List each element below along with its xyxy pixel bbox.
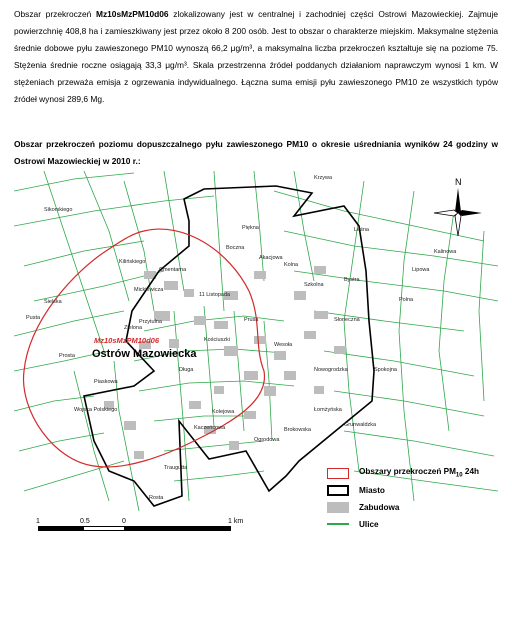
street-label: Kilińskiego [119,259,146,265]
street-label: Wesoła [274,342,293,348]
street-label: Sielska [44,299,62,305]
street-label: Piękna [242,225,259,231]
street-label: Grunwaldzka [344,422,377,428]
legend-swatch [327,523,349,525]
street-label: Piaskowa [94,379,118,385]
scale-label: 1 [36,518,40,525]
street-label: Traugutta [164,465,188,471]
street-label: Nowogrodzka [314,367,348,373]
street-label: Słoneczna [334,317,360,323]
street-label: Prusa [244,317,259,323]
street-label: Ogrodowa [254,437,280,443]
legend-item-buildings [327,500,399,514]
street-label: Lipowa [412,267,430,273]
area-code-label: Mz10sMzPM10d06 [94,336,160,345]
street-label: Polna [399,297,414,303]
street-label: Wojska Polskiego [74,407,118,413]
street-label: Szkolna [304,282,324,288]
street-label: Mickiewicza [134,287,164,293]
para-text-start: Obszar przekroczeń [14,9,96,19]
legend-swatch [327,485,349,496]
street-label: Kolejowa [212,409,235,415]
scale-label: 1 km [228,518,244,525]
legend-swatch [327,468,349,479]
street-label: Długa [179,367,194,373]
street-label: Cmentarna [159,267,187,273]
legend-label: Miasto [359,485,385,495]
legend-label: Ulice [359,519,379,529]
street-label: Przytulna [139,319,162,325]
street-label: Spokojna [374,367,397,373]
legend-suffix: 24h [462,467,479,477]
scale-label: 0 [122,518,126,525]
north-label: N [455,177,462,187]
legend-item-streets [327,517,379,531]
para-text-rest: zlokalizowany jest w centralnej i zachodniej części Ostrowi Mazowieckiej. Zajmuje powierzchnię 408,8 ha i zamieszkiwany jest przez około 8 200 osób. Jest to obszar o charakterze miejskim. Maksymalne stężenia średnie dobowe pyłu zawieszonego PM10 wynoszą 66,2 μg/m³, a maksymalna liczba przekroczeń kształtuje się na poziome 75. Stężenia średnie roczne osiągają 33,3 μg/m³. Skala przestrzenna źródeł poddanych działaniom naprawczym wynosi 1 km. W stężeniach przeważa emisja z ogrzewania indywidualnego. Łączna suma emisji pyłu zawieszonego PM10 ze wszystkich typów źródeł wynosi 289,6 Mg. [14,9,498,104]
legend-item-exceedance [327,466,479,480]
street-label: Kościuszki [204,337,230,343]
street-label: Krzywa [314,175,333,181]
legend-sub: 10 [455,472,463,479]
map-heading: Obszar przekroczeń poziomu dopuszczalnego pyłu zawieszonego PM10 o okresie uśredniania wyników 24 godziny w Ostrowi Mazowieckiej w 2010 r.: [14,139,498,166]
street-label: Leśna [354,227,369,233]
legend-item-city [327,483,385,497]
scale-label: 0.5 [80,518,90,525]
legend-label: Zabudowa [359,502,400,512]
scale-segment [83,526,125,531]
scale-bar [36,518,246,546]
street-label: Bystra [344,277,360,283]
street-label: Akacjowa [259,255,283,261]
street-label: Pusta [26,315,41,321]
area-code: Mz10sMzPM10d06 [95,9,169,19]
street-label: Rosta [149,495,164,501]
north-arrow-icon [432,176,484,238]
street-label: Kaczeńcowa [194,425,226,431]
street-label: Sikorskiego [44,207,73,213]
street-label: Boczna [226,245,245,251]
street-label: 11 Listopada [199,292,231,298]
street-label: Brokowska [284,427,311,433]
legend-label: Obszary przekroczeń PM [359,467,456,477]
street-label: Łomżyńska [314,407,342,413]
street-label: Zielona [124,325,143,331]
scale-segment [38,526,83,531]
map [14,171,498,516]
street-label: Kolna [284,262,299,268]
legend-swatch [327,502,349,513]
city-label: Ostrów Mazowiecka [92,348,197,360]
description-paragraph [14,6,498,108]
street-label: Prosta [59,353,75,359]
street-label: Kalinowa [434,249,457,255]
scale-segment [125,526,231,531]
